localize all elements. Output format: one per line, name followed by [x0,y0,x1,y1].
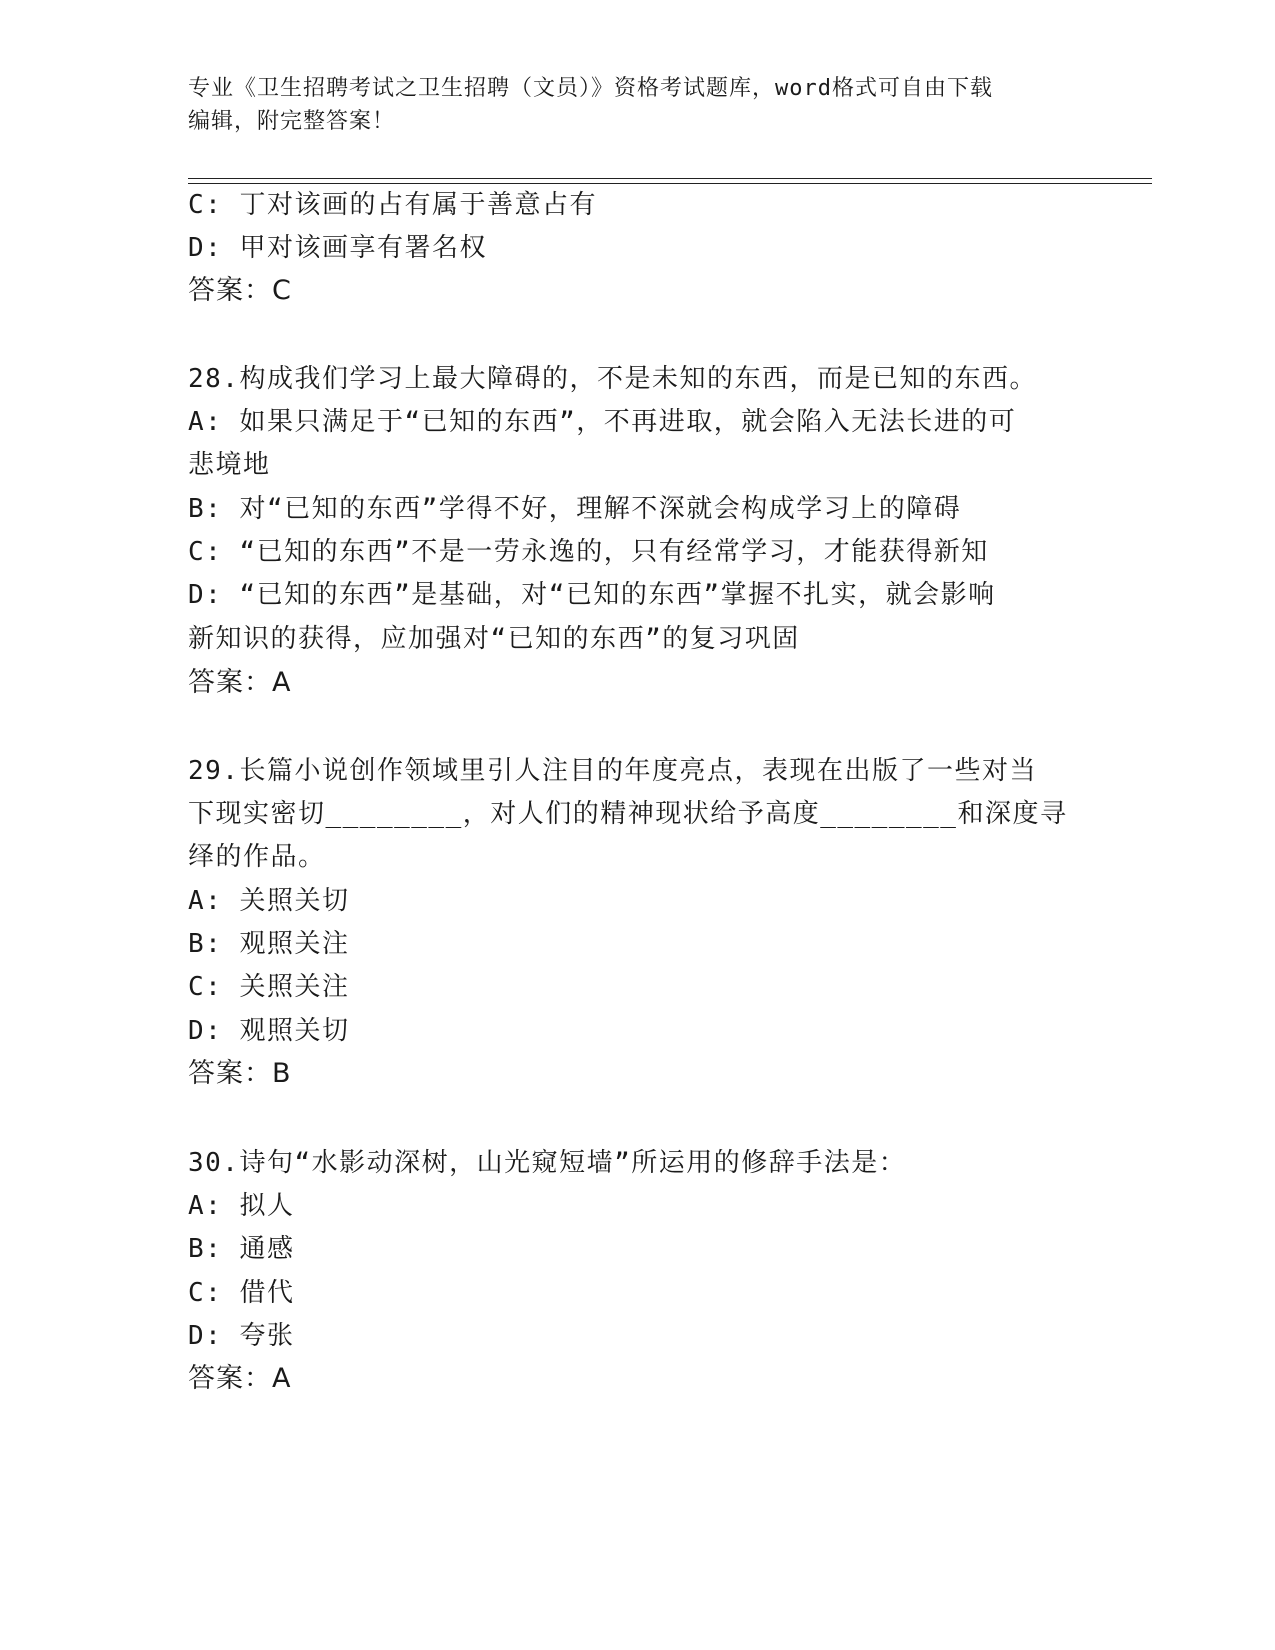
q28-option-a-line-2: 悲境地 [188,450,271,480]
q28-option-d-line-1: D: “已知的东西”是基础，对“已知的东西”掌握不扎实，就会影响 [188,580,996,610]
q29-stem-line-3: 绎的作品。 [188,842,326,872]
q29-option-b: B: 观照关注 [188,929,350,959]
q28-option-c: C: “已知的东西”不是一劳永逸的，只有经常学习，才能获得新知 [188,537,989,567]
q27-option-c: C: 丁对该画的占有属于善意占有 [188,190,597,220]
header-rule-top [188,178,1152,179]
q30-option-b: B: 通感 [188,1234,295,1264]
header-line-1: 专业《卫生招聘考试之卫生招聘（文员）》资格考试题库，word格式可自由下载 [188,76,993,101]
header-rule-bottom [188,183,1152,184]
q28-option-b: B: 对“已知的东西”学得不好，理解不深就会构成学习上的障碍 [188,494,962,524]
q28-stem: 28.构成我们学习上最大障碍的，不是未知的东西，而是已知的东西。 [188,364,1037,394]
q30-option-c: C: 借代 [188,1278,295,1308]
q29-stem-line-1: 29.长篇小说创作领域里引人注目的年度亮点，表现在出版了一些对当 [188,756,1037,786]
q30-stem: 30.诗句“水影动深树，山光窥短墙”所运用的修辞手法是： [188,1148,907,1178]
q29-option-c: C: 关照关注 [188,972,350,1002]
q30-answer: 答案：A [188,1363,292,1394]
q30-option-a: A: 拟人 [188,1191,295,1221]
q29-stem-line-2: 下现实密切________，对人们的精神现状给予高度________和深度寻 [188,799,1068,829]
q29-option-a: A: 关照关切 [188,886,350,916]
q30-option-d: D: 夸张 [188,1321,295,1351]
q28-answer: 答案：A [188,667,292,698]
q27-answer: 答案：C [188,275,292,306]
header-line-2: 编辑，附完整答案！ [188,109,396,134]
document-header [188,72,1088,138]
q29-answer: 答案：B [188,1058,292,1089]
q28-option-a-line-1: A: 如果只满足于“已知的东西”，不再进取，就会陷入无法长进的可 [188,407,1017,437]
q28-option-d-line-2: 新知识的获得，应加强对“已知的东西”的复习巩固 [188,624,800,654]
q27-option-d: D: 甲对该画享有署名权 [188,233,487,263]
q29-option-d: D: 观照关切 [188,1016,350,1046]
